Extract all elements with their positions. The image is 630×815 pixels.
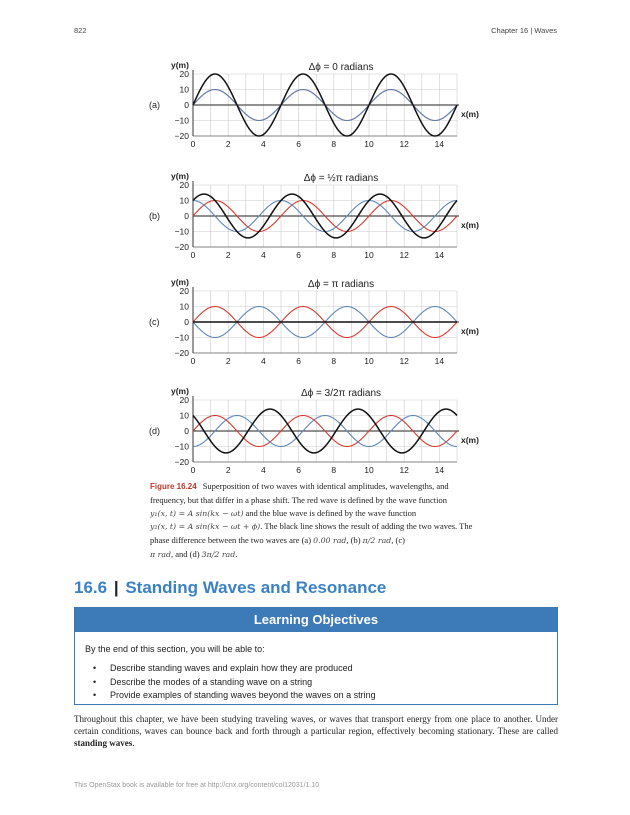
y-tick-label: −10 [174,226,189,237]
term-standing-waves: standing waves [74,738,133,748]
chart-title: Δϕ = π radians [307,279,375,290]
x-tick-label: 0 [190,139,196,149]
objective-item: • Provide examples of standing waves beyond the waves on a string [93,689,376,702]
objectives-list [93,662,376,703]
caption-text-1: Superposition of two waves with identical amplitudes, wavelengths, and frequency, but that differ in a phase shift. The red wave is defined by the wave function [150,481,449,505]
x-tick-label: 6 [296,250,301,260]
x-tick-label: 0 [190,250,196,260]
x-tick-label: 2 [225,250,231,260]
x-tick-label: 2 [225,356,231,366]
learning-objectives-box [74,607,558,705]
y-tick-label: 0 [184,317,189,327]
figure-label: Figure 16.24 [150,482,197,491]
x-tick-label: 14 [434,356,445,366]
x-tick-label: 14 [434,465,445,475]
y-tick-label: −20 [174,348,189,358]
x-tick-label: 4 [261,356,266,366]
x-tick-label: 4 [261,465,266,475]
y-axis-label: y(m) [171,386,189,396]
x-tick-label: 10 [364,139,374,149]
x-tick-label: 6 [296,356,301,366]
panel-label: (c) [149,317,160,327]
y-tick-label: −10 [174,441,189,452]
section-heading [74,578,386,598]
panel-label: (b) [149,211,160,221]
x-tick-label: 4 [261,250,266,260]
y-tick-label: 0 [184,100,189,110]
x-tick-label: 6 [296,465,301,475]
x-tick-label: 12 [399,465,409,475]
y-tick-label: 10 [179,195,189,206]
x-tick-label: 10 [364,356,374,366]
equation-y1: y₁(x, t) = A sin(kx − ωt) [150,508,244,518]
y-axis-label: y(m) [171,171,189,181]
x-tick-label: 14 [434,139,445,149]
caption-sep-d: , and (d) [170,548,200,559]
x-tick-label: 4 [261,139,266,149]
chapter-header: Chapter 16 | Waves [491,26,557,35]
body-paragraph [74,713,558,749]
chart-title: Δϕ = 3/2π radians [300,388,382,399]
phase-a: 0.00 rad [313,536,347,546]
chart-title: Δϕ = 0 radians [308,62,374,73]
y-tick-label: −20 [174,242,189,252]
footer-note: This OpenStax book is available for free at http://cnx.org/content/col12031/1.10 [74,782,320,789]
body-text: Throughout this chapter, we have been studying traveling waves, or waves that transport energy from one place to another. Under certain conditions, waves can bounce back and forth through a particular region, effectively becoming stationary. These are called [74,714,558,736]
y-axis-label: y(m) [171,60,189,70]
caption-end: . [235,548,238,559]
objective-item: • Describe standing waves and explain how they are produced [93,662,376,675]
x-tick-label: 0 [190,356,196,366]
objectives-intro: By the end of this section, you will be able to: [85,644,265,654]
x-tick-label: 8 [331,356,337,366]
section-number: 16.6 [74,578,108,597]
y-tick-label: −20 [174,457,189,467]
equation-y2: y₂(x, t) = A sin(kx − ωt + ϕ) [150,522,261,532]
y-tick-label: 20 [179,69,189,79]
caption-sep-c: , (c) [391,535,405,546]
phase-b: π/2 rad [362,536,392,546]
x-tick-label: 6 [296,139,301,149]
body-end: . [132,738,135,748]
x-axis-label: x(m) [461,109,479,119]
y-tick-label: 20 [179,180,189,190]
page-number: 822 [74,26,87,35]
y-axis-label: y(m) [171,277,189,287]
y-tick-label: 0 [184,426,189,436]
section-separator: | [113,578,119,597]
panel-label: (d) [149,426,160,436]
objective-item: • Describe the modes of a standing wave on a string [93,676,376,689]
x-tick-label: 12 [399,356,409,366]
phase-d: 3π/2 rad [201,549,236,559]
x-tick-label: 10 [364,465,374,475]
x-tick-label: 14 [434,250,445,260]
x-axis-label: x(m) [461,220,479,230]
caption-text-3: . The black line shows the result of adding the two waves. The phase difference between the two waves are (a) [150,521,473,546]
caption-text-2: and the blue wave is defined by the wave function [245,507,417,518]
x-tick-label: 2 [225,139,231,149]
y-tick-label: −20 [174,131,189,141]
x-tick-label: 12 [399,250,409,260]
y-tick-label: 0 [184,211,189,221]
y-tick-label: 20 [179,286,189,296]
y-tick-label: 10 [179,301,189,312]
x-tick-label: 8 [331,250,337,260]
y-tick-label: 10 [179,410,189,421]
x-axis-label: x(m) [461,435,479,445]
x-tick-label: 12 [399,139,409,149]
x-tick-label: 0 [190,465,196,475]
x-tick-label: 8 [331,465,337,475]
x-tick-label: 2 [225,465,231,475]
chart-title: Δϕ = ½π radians [303,173,379,184]
x-tick-label: 8 [331,139,337,149]
figure-caption [150,480,485,562]
section-title: Standing Waves and Resonance [125,578,387,597]
x-axis-label: x(m) [461,326,479,336]
panel-label: (a) [149,100,160,110]
learning-objectives-heading: Learning Objectives [75,608,557,632]
y-tick-label: −10 [174,332,189,343]
y-tick-label: 10 [179,84,189,95]
phase-c: π rad [150,549,171,559]
y-tick-label: −10 [174,115,189,126]
y-tick-label: 20 [179,395,189,405]
caption-sep-b: , (b) [346,535,361,546]
x-tick-label: 10 [364,250,374,260]
